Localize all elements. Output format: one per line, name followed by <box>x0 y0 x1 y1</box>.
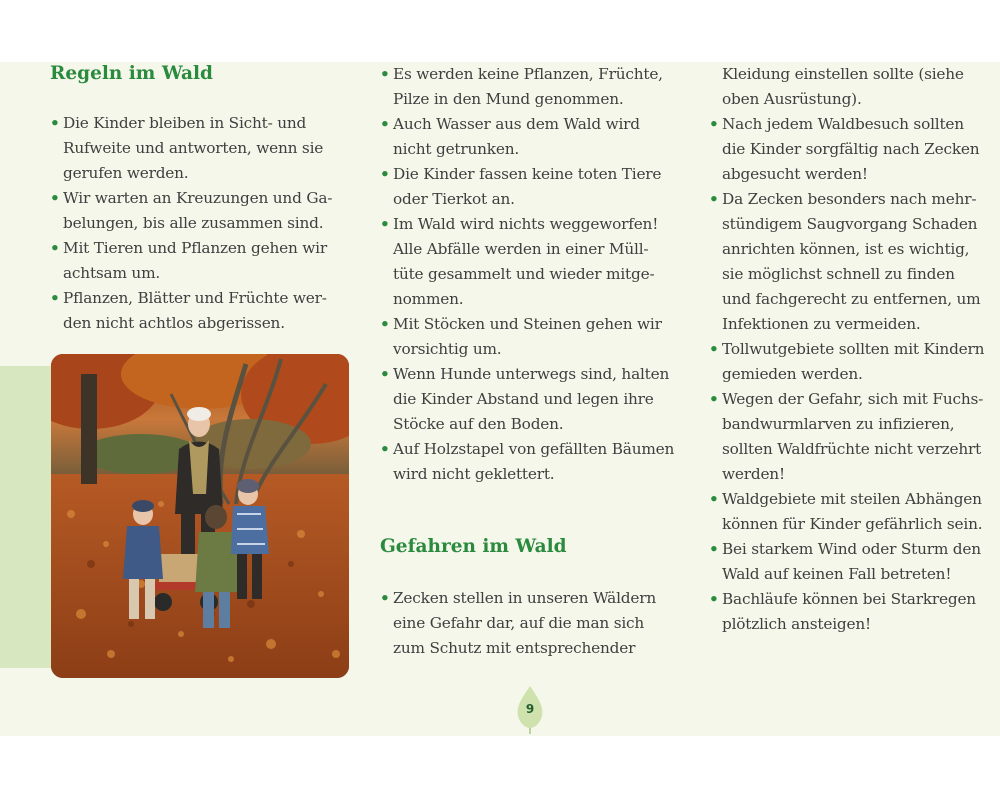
list-item: • Im Wald wird nichts weggeworfen! Alle Abfälle werden in einer Müll- tüte gesammelt und wieder mitge- nommen. <box>380 212 690 312</box>
bullet: • <box>380 589 390 607</box>
list-item: • Die Kinder fassen keine toten Tiere oder Tierkot an. <box>380 162 690 212</box>
bullet: • <box>50 289 60 307</box>
heading-rules: Regeln im Wald <box>50 63 213 84</box>
side-color-band <box>0 366 52 668</box>
list-item: • Auf Holzstapel von gefällten Bäumen wird nicht geklettert. <box>380 437 690 487</box>
continued-text: Kleidung einstellen sollte (siehe oben Ausrüstung). <box>722 65 964 108</box>
bullet: • <box>709 190 719 208</box>
list-item: • Die Kinder bleiben in Sicht- und Rufweite und antworten, wenn sie gerufen werden. <box>50 111 350 186</box>
list-item: • Auch Wasser aus dem Wald wird nicht getrunken. <box>380 112 690 162</box>
bullet: • <box>709 540 719 558</box>
bullet: • <box>709 115 719 133</box>
bullet: • <box>380 315 390 333</box>
list-item: • Bachläufe können bei Starkregen plötzlich ansteigen! <box>709 587 1000 637</box>
bullet: • <box>380 165 390 183</box>
list-item: • Mit Tieren und Pflanzen gehen wir achtsam um. <box>50 236 350 286</box>
bullet: • <box>709 490 719 508</box>
list-item: • Mit Stöcken und Steinen gehen wir vorsichtig um. <box>380 312 690 362</box>
list-item: • Wenn Hunde unterwegs sind, halten die Kinder Abstand und legen ihre Stöcke auf den Boden. <box>380 362 690 437</box>
bullet: • <box>50 239 60 257</box>
page-number: 9 <box>525 702 535 716</box>
list-item: • Da Zecken besonders nach mehr- stündigem Saugvorgang Schaden anrichten können, ist es wichtig, sie möglichst schnell zu finden und fachgerecht zu entfernen, um Infektionen zu vermeiden. <box>709 187 1000 337</box>
column-dangers-continued <box>709 62 1000 637</box>
bullet: • <box>50 114 60 132</box>
bullet: • <box>709 590 719 608</box>
bullet: • <box>50 189 60 207</box>
list-item: • Zecken stellen in unseren Wäldern eine Gefahr dar, auf die man sich zum Schutz mit entsprechender <box>380 586 690 661</box>
bullet: • <box>380 215 390 233</box>
bullet: • <box>380 365 390 383</box>
bullet: • <box>380 440 390 458</box>
heading-dangers: Gefahren im Wald <box>380 536 567 557</box>
list-item: • Waldgebiete mit steilen Abhängen können für Kinder gefährlich sein. <box>709 487 1000 537</box>
bullet: • <box>709 390 719 408</box>
bullet: • <box>709 340 719 358</box>
bullet: • <box>380 65 390 83</box>
list-item: • Wegen der Gefahr, sich mit Fuchs- bandwurmlarven zu infizieren, sollten Waldfrüchte nicht verzehrt werden! <box>709 387 1000 487</box>
column-rules <box>50 62 350 336</box>
rules-list-continued <box>380 62 690 487</box>
dangers-list <box>380 586 690 661</box>
rules-list <box>50 111 350 336</box>
list-item: • Nach jedem Waldbesuch sollten die Kinder sorgfältig nach Zecken abgesucht werden! <box>709 112 1000 187</box>
list-item: • Es werden keine Pflanzen, Früchte, Pilze in den Mund genommen. <box>380 62 690 112</box>
dangers-list-continued <box>709 112 1000 637</box>
list-item: • Pflanzen, Blätter und Früchte wer- den nicht achtlos abgerissen. <box>50 286 350 336</box>
autumn-forest-photo <box>51 354 349 678</box>
list-item: • Wir warten an Kreuzungen und Ga- belungen, bis alle zusammen sind. <box>50 186 350 236</box>
list-item: • Bei starkem Wind oder Sturm den Wald auf keinen Fall betreten! <box>709 537 1000 587</box>
list-item: • Tollwutgebiete sollten mit Kindern gemieden werden. <box>709 337 1000 387</box>
bullet: • <box>380 115 390 133</box>
page-number-leaf <box>514 684 546 734</box>
column-rules-continued <box>380 62 690 487</box>
